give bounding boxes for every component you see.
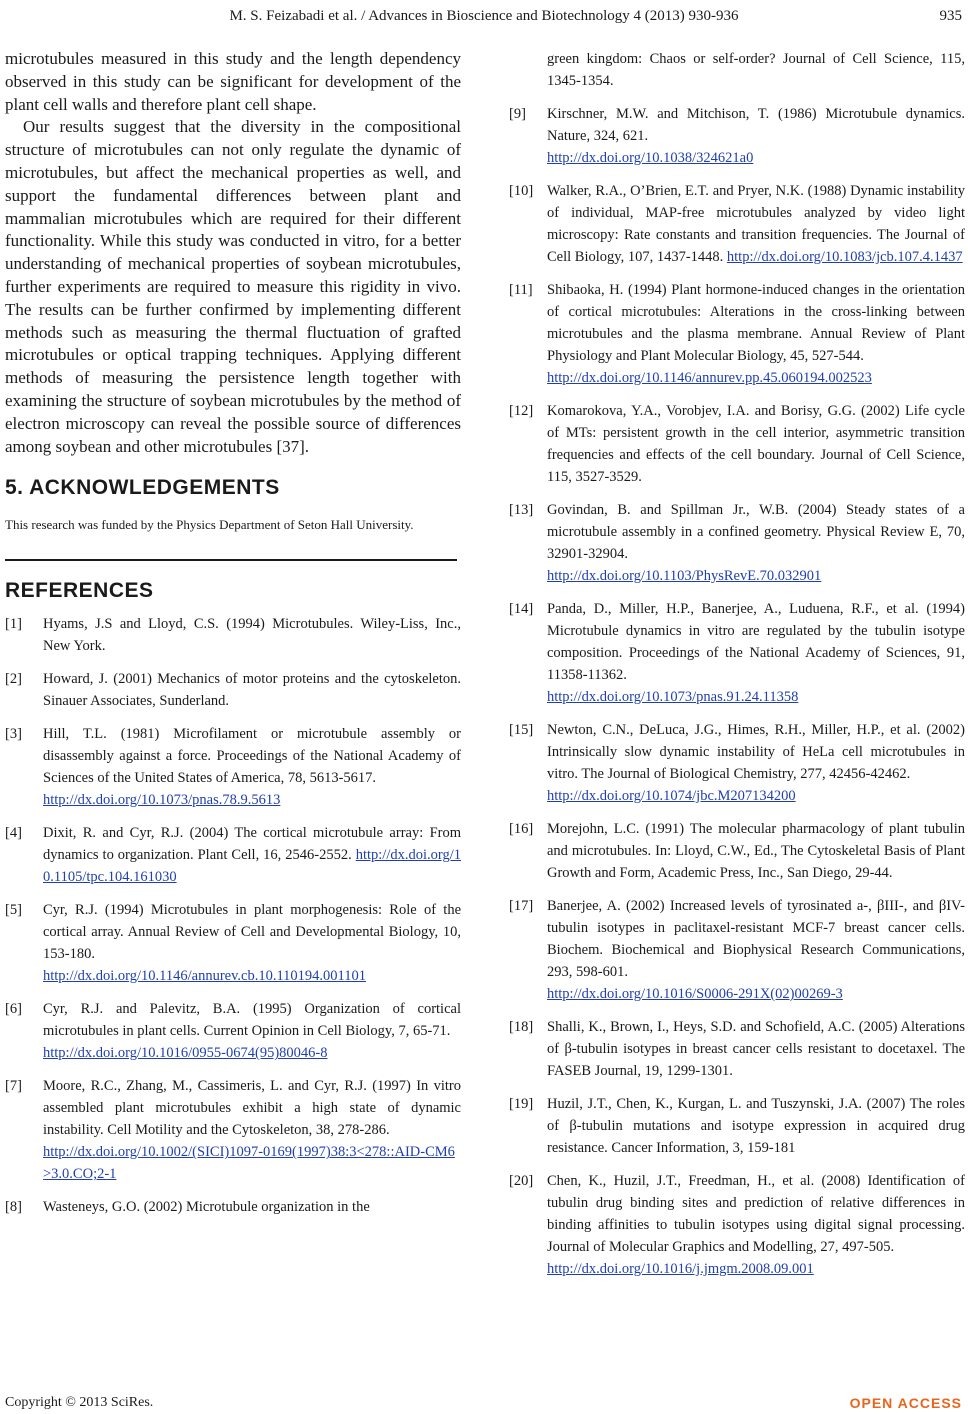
reference-item: [5, 723, 461, 811]
reference-number: [12]: [509, 403, 534, 419]
reference-item: [5, 668, 461, 712]
reference-item: [509, 818, 965, 884]
reference-number: [9]: [509, 106, 526, 122]
reference-item: [5, 1196, 461, 1218]
reference-doi-link[interactable]: http://dx.doi.org/10.1105/tpc.104.161030: [43, 847, 461, 886]
reference-item: [509, 400, 965, 488]
body-paragraph-1: microtubules measured in this study and the length dependency observed in this study can be significant for development of the plant cell walls and therefore plant cell shape.: [5, 49, 461, 114]
reference-item: [509, 1170, 965, 1280]
reference-number: [17]: [509, 898, 534, 914]
reference-text: Panda, D., Miller, H.P., Banerjee, A., Luduena, R.F., et al. (1994) Microtubule dynamics in vitro are regulated by the tubulin isotype composition. Proceedings of the National Academy of Sciences, 91, 11358-11362.: [547, 601, 965, 683]
reference-text: Shalli, K., Brown, I., Heys, S.D. and Schofield, A.C. (2005) Alterations of β-tubulin isotypes in breast cancer cells resistant to docetaxel. The FASEB Journal, 19, 1299-1301.: [547, 1019, 965, 1079]
reference-item: [509, 279, 965, 389]
reference-number: [5]: [5, 902, 22, 919]
reference-item: [5, 998, 461, 1064]
reference-number: [4]: [5, 825, 22, 842]
reference-number: [18]: [509, 1019, 534, 1035]
reference-text: Banerjee, A. (2002) Increased levels of tyrosinated a-, βIII-, and βIV-tubulin isotypes in paclitaxel-resistant MCF-7 breast cancer cells. Biochem. Biochemical and Biophysical Research Communications, 293, 598-601.: [547, 898, 965, 980]
acknowledgements-text: This research was funded by the Physics Department of Seton Hall University.: [5, 517, 414, 533]
right-column: [509, 48, 965, 1291]
reference-item: [5, 613, 461, 657]
reference-number: [20]: [509, 1173, 534, 1189]
reference-doi-link[interactable]: http://dx.doi.org/10.1016/j.jmgm.2008.09.001: [547, 1261, 814, 1277]
open-access-label: OPEN ACCESS: [849, 1395, 962, 1411]
reference-number: [15]: [509, 722, 534, 738]
reference-number: [1]: [5, 616, 22, 633]
reference-item: [509, 719, 965, 807]
reference-item: [509, 598, 965, 708]
reference-number: [13]: [509, 502, 534, 518]
reference-doi-link[interactable]: http://dx.doi.org/10.1103/PhysRevE.70.032901: [547, 568, 822, 584]
reference-doi-link[interactable]: http://dx.doi.org/10.1083/jcb.107.4.1437: [726, 249, 963, 265]
reference-number: [2]: [5, 671, 22, 688]
reference-doi-link[interactable]: http://dx.doi.org/10.1146/annurev.cb.10.110194.001101: [43, 968, 367, 985]
reference-text-inline: Walker, R.A., O’Brien, E.T. and Pryer, N.K. (1988) Dynamic instability of individual, MAP-free microtubules analyzed by video light microscopy: Rate constants and transition frequencies. The Journal of Cell Biology, 107, 1437-1448.: [547, 183, 965, 265]
reference-item: [5, 899, 461, 987]
reference-item: [509, 103, 965, 169]
reference-item: [509, 499, 965, 587]
reference-text: Huzil, J.T., Chen, K., Kurgan, L. and Tuszynski, J.A. (2007) The roles of β-tubulin mutations and isotype expression in acquired drug resistance. Cancer Information, 3, 159-181: [547, 1096, 965, 1156]
reference-doi-link[interactable]: http://dx.doi.org/10.1073/pnas.91.24.11358: [547, 689, 799, 705]
reference-text: Cyr, R.J. and Palevitz, B.A. (1995) Organization of cortical microtubules in plant cells. Current Opinion in Cell Biology, 7, 65-71.: [43, 1001, 461, 1040]
reference-text: [43, 822, 461, 888]
reference-item: [509, 180, 965, 268]
reference-number: [6]: [5, 1001, 22, 1018]
reference-doi-link[interactable]: http://dx.doi.org/10.1016/S0006-291X(02)00269-3: [547, 986, 843, 1002]
reference-item: [509, 1016, 965, 1082]
section-divider: [5, 559, 457, 561]
acknowledgements-heading: 5. ACKNOWLEDGEMENTS: [5, 476, 280, 500]
left-column: [5, 48, 461, 1229]
reference-text: Komarokova, Y.A., Vorobjev, I.A. and Borisy, G.G. (2002) Life cycle of MTs: persistent growth in the cell interior, asymmetric transition frequencies and effects of the cell boundary. Journal of Cell Science, 115, 3527-3529.: [547, 403, 965, 485]
reference-text: Newton, C.N., DeLuca, J.G., Himes, R.H., Miller, H.P., et al. (2002) Intrinsically slow dynamic instability of HeLa cell microtubules in vitro. The Journal of Biological Chemistry, 277, 42456-42462.: [547, 722, 965, 782]
reference-text: Govindan, B. and Spillman Jr., W.B. (2004) Steady states of a microtubule assembly in a confined geometry. Physical Review E, 70, 32901-32904.: [547, 502, 965, 562]
reference-doi-link[interactable]: http://dx.doi.org/10.1146/annurev.pp.45.060194.002523: [547, 370, 872, 386]
reference-text: Howard, J. (2001) Mechanics of motor proteins and the cytoskeleton. Sinauer Associates, Sunderland.: [43, 671, 461, 710]
reference-number: [14]: [509, 601, 534, 617]
reference-doi-link[interactable]: http://dx.doi.org/10.1074/jbc.M207134200: [547, 788, 796, 804]
reference-doi-link[interactable]: http://dx.doi.org/10.1073/pnas.78.9.5613: [43, 792, 281, 809]
reference-number: [19]: [509, 1096, 534, 1112]
reference-text: Hyams, J.S and Lloyd, C.S. (1994) Microtubules. Wiley-Liss, Inc., New York.: [43, 616, 461, 655]
page-number: 935: [939, 8, 962, 24]
reference-item: [5, 822, 461, 888]
reference-number: [8]: [5, 1199, 22, 1216]
reference-text: green kingdom: Chaos or self-order? Journal of Cell Science, 115, 1345-1354.: [547, 51, 965, 89]
reference-text: Shibaoka, H. (1994) Plant hormone-induced changes in the orientation of cortical microtubules: Alterations in the cross-linking between microtubules and the plasma membrane. Annual Review of Plant Physiology and Plant Molecular Biology, 45, 527-544.: [547, 282, 965, 364]
reference-item: [509, 895, 965, 1005]
reference-continuation: [509, 48, 965, 92]
reference-text: [547, 180, 965, 268]
reference-text: Chen, K., Huzil, J.T., Freedman, H., et al. (2008) Identification of tubulin drug binding sites and prediction of relative differences in binding affinities to tubulin isotypes using digital signal processing. Journal of Molecular Graphics and Modelling, 27, 497-505.: [547, 1173, 965, 1255]
reference-doi-link[interactable]: http://dx.doi.org/10.1002/(SICI)1097-0169(1997)38:3<278::AID-CM6>3.0.CO;2-1: [43, 1144, 455, 1183]
reference-number: [11]: [509, 282, 533, 298]
reference-number: [7]: [5, 1078, 22, 1095]
reference-text: Kirschner, M.W. and Mitchison, T. (1986) Microtubule dynamics. Nature, 324, 621.: [547, 106, 965, 144]
reference-text: Hill, T.L. (1981) Microfilament or microtubule assembly or disassembly against a force. Proceedings of the National Academy of Sciences of the United States of America, 78, 5613-5617.: [43, 726, 461, 787]
reference-number: [10]: [509, 183, 534, 199]
reference-doi-link[interactable]: http://dx.doi.org/10.1038/324621a0: [547, 150, 754, 166]
reference-text: Wasteneys, G.O. (2002) Microtubule organization in the: [43, 1199, 370, 1216]
reference-number: [16]: [509, 821, 534, 837]
reference-doi-link[interactable]: http://dx.doi.org/10.1016/0955-0674(95)80046-8: [43, 1045, 328, 1062]
reference-text: Cyr, R.J. (1994) Microtubules in plant morphogenesis: Role of the cortical array. Annual Review of Cell and Developmental Biology, 10, 153-180.: [43, 902, 461, 963]
reference-item: [509, 1093, 965, 1159]
body-paragraph-2: Our results suggest that the diversity in the compositional structure of microtubules can not only regulate the dynamic of microtubules, but affect the mechanical properties as well, and support the fundamental differences between plant and mammalian microtubules which are required for their different functionality. While this study was conducted in vitro, for a better understanding of mechanical properties of soybean microtubules, further experiments are required to measure this rigidity in vivo. The results can be further confirmed by implementing different methods such as measuring the thermal fluctuation of grafted microtubules or optical trapping techniques. Applying different methods of measuring the persistence length together with examining the structure of soybean microtubules by the method of electron microscopy can reveal the possible source of differences among soybean and other microtubules [37].: [5, 117, 461, 456]
reference-list-left: [5, 613, 461, 1218]
running-head: M. S. Feizabadi et al. / Advances in Bioscience and Biotechnology 4 (2013) 930-936: [229, 8, 739, 24]
copyright-notice: Copyright © 2013 SciRes.: [5, 1395, 154, 1410]
reference-text: Morejohn, L.C. (1991) The molecular pharmacology of plant tubulin and microtubules. In: Lloyd, C.W., Ed., The Cytoskeletal Basis of Plant Growth and Form, Academic Press, Inc., San Diego, 29-44.: [547, 821, 965, 881]
reference-number: [3]: [5, 726, 22, 743]
references-heading: REFERENCES: [5, 579, 154, 603]
reference-item: [5, 1075, 461, 1185]
reference-text-inline: Dixit, R. and Cyr, R.J. (2004) The cortical microtubule array: From dynamics to organization. Plant Cell, 16, 2546-2552.: [43, 825, 461, 864]
reference-text: Moore, R.C., Zhang, M., Cassimeris, L. and Cyr, R.J. (1997) In vitro assembled plant microtubules exhibit a high state of dynamic instability. Cell Motility and the Cytoskeleton, 38, 278-286.: [43, 1078, 461, 1139]
